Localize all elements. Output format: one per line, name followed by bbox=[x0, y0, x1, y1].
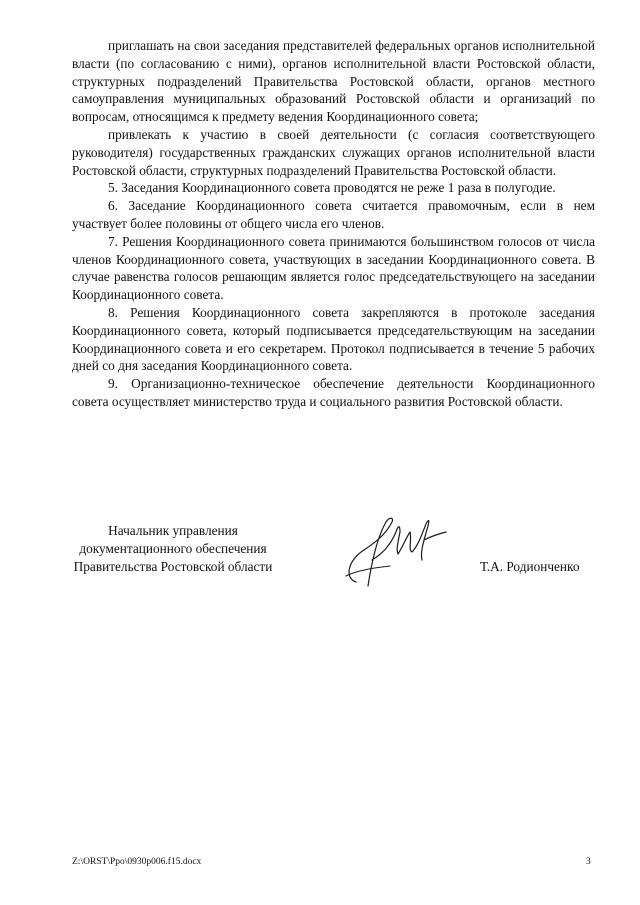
signatory-title-line: документационного обеспечения bbox=[79, 541, 267, 556]
paragraph-invite: приглашать на свои заседания представителей федеральных органов исполнительной власти (по согласованию с ними), органов исполнительной власти Ростовской области, структурных подразделений Правительства Ростовской области, органов местного самоуправления муниципальных образований Ростовской области и организаций по вопросам, относящимся к предмету ведения Координационного совета; bbox=[72, 38, 595, 125]
paragraph-8: 8. Решения Координационного совета закрепляются в протоколе заседания Координационного совета, который подписывается председательствующим на заседании Координационного совета и его секретарем. Протокол подписывается в течение 5 рабочих дней со дня заседания Координационного совета. bbox=[72, 304, 595, 374]
paragraph-5: 5. Заседания Координационного совета проводятся не реже 1 раза в полугодие. bbox=[108, 180, 556, 196]
footer-file-path: Z:\ORST\Ppo\0930p006.f15.docx bbox=[72, 857, 202, 867]
paragraph-9: 9. Организационно-техническое обеспечение деятельности Координационного совета осуществляет министерство труда и социального развития Ростовской области. bbox=[72, 376, 595, 409]
document-body bbox=[72, 37, 595, 411]
handwritten-signature bbox=[338, 510, 456, 592]
paragraph-6: 6. Заседание Координационного совета считается правомочным, если в нем участвует более половины от общего числа его членов. bbox=[72, 198, 595, 231]
paragraph-7: 7. Решения Координационного совета принимаются большинством голосов от числа членов Координационного совета, участвующих в заседании Координационного совета. В случае равенства голосов решающим является голос председательствующего на заседании Координационного совета. bbox=[72, 233, 595, 303]
signatory-name: Т.А. Родионченко bbox=[480, 559, 580, 574]
signatory-title-line: Начальник управления bbox=[108, 523, 238, 538]
signatory-title-line: Правительства Ростовской области bbox=[73, 559, 273, 574]
paragraph-involve: привлекать к участию в своей деятельности (с согласия соответствующего руководителя) государственных гражданских служащих органов исполнительной власти Ростовской области, структурных подразделений Правительства Ростовской области. bbox=[72, 126, 595, 178]
signatory-title bbox=[62, 522, 284, 576]
footer-page-number: 3 bbox=[586, 857, 591, 867]
